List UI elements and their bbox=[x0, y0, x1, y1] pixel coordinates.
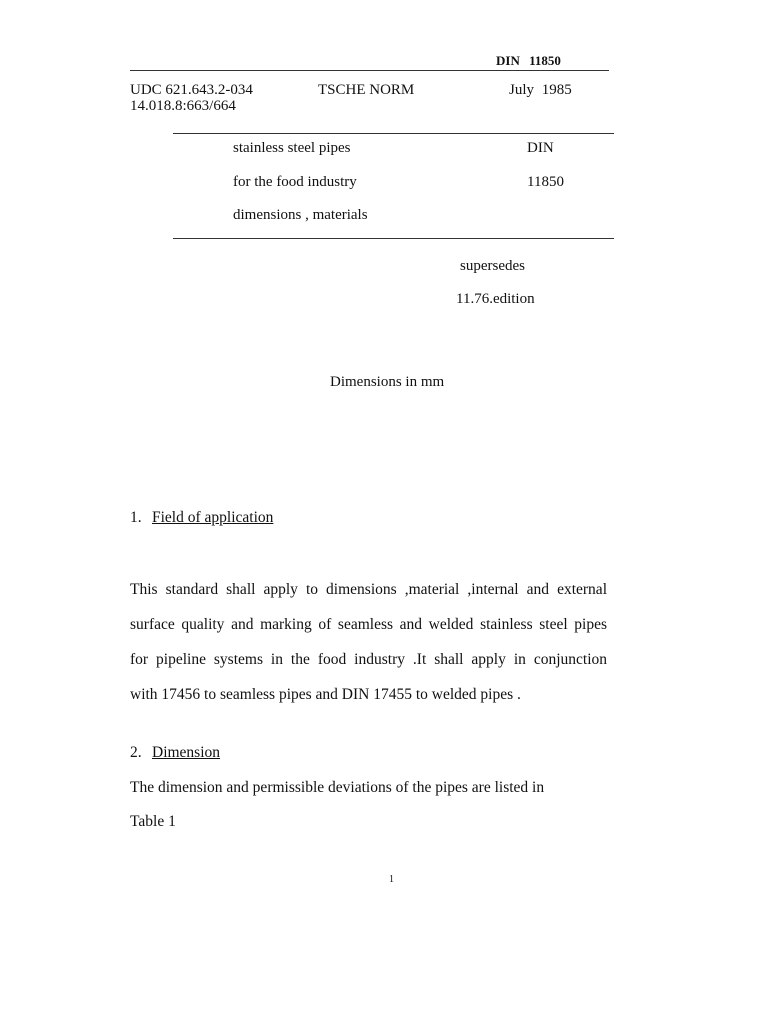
organization-name: TSCHE NORM bbox=[318, 82, 415, 98]
section-1-paragraph bbox=[130, 572, 607, 712]
units-note: Dimensions in mm bbox=[330, 374, 445, 390]
section-1-number: 1. bbox=[130, 509, 142, 526]
supersedes-edition: 11.76.edition bbox=[456, 291, 535, 307]
title-din-number: 11850 bbox=[527, 174, 564, 190]
title-din-label: DIN bbox=[527, 140, 554, 156]
udc-subcode: 14.018.8:663/664 bbox=[130, 98, 236, 114]
paragraph-line: surface quality and marking of seamless and welded stainless steel pipes bbox=[130, 616, 607, 633]
title-line-2: for the food industry bbox=[233, 174, 357, 190]
title-block-top-rule bbox=[173, 133, 614, 134]
header-rule bbox=[130, 70, 609, 71]
publication-date: July 1985 bbox=[509, 82, 572, 98]
section-1-title: Field of application bbox=[152, 509, 274, 526]
section-1-heading bbox=[130, 509, 273, 527]
section-2-number: 2. bbox=[130, 744, 142, 761]
udc-code: UDC 621.643.2-034 bbox=[130, 82, 253, 98]
header-din-number: DIN 11850 bbox=[496, 53, 561, 68]
supersedes-label: supersedes bbox=[460, 258, 525, 274]
title-line-3: dimensions , materials bbox=[233, 207, 368, 223]
paragraph-line: This standard shall apply to dimensions ,material ,internal and external bbox=[130, 581, 607, 598]
title-block-bottom-rule bbox=[173, 238, 614, 239]
paragraph-line: with 17456 to seamless pipes and DIN 17455 to welded pipes . bbox=[130, 686, 521, 703]
section-2-title: Dimension bbox=[152, 744, 221, 761]
title-line-1: stainless steel pipes bbox=[233, 140, 351, 156]
section-2-paragraph-line-1: The dimension and permissible deviations of the pipes are listed in bbox=[130, 779, 545, 796]
section-2-paragraph-line-2: Table 1 bbox=[130, 813, 176, 830]
paragraph-line: for pipeline systems in the food industry .It shall apply in conjunction bbox=[130, 651, 607, 668]
page-number: 1 bbox=[389, 874, 394, 885]
section-2-heading bbox=[130, 744, 220, 762]
